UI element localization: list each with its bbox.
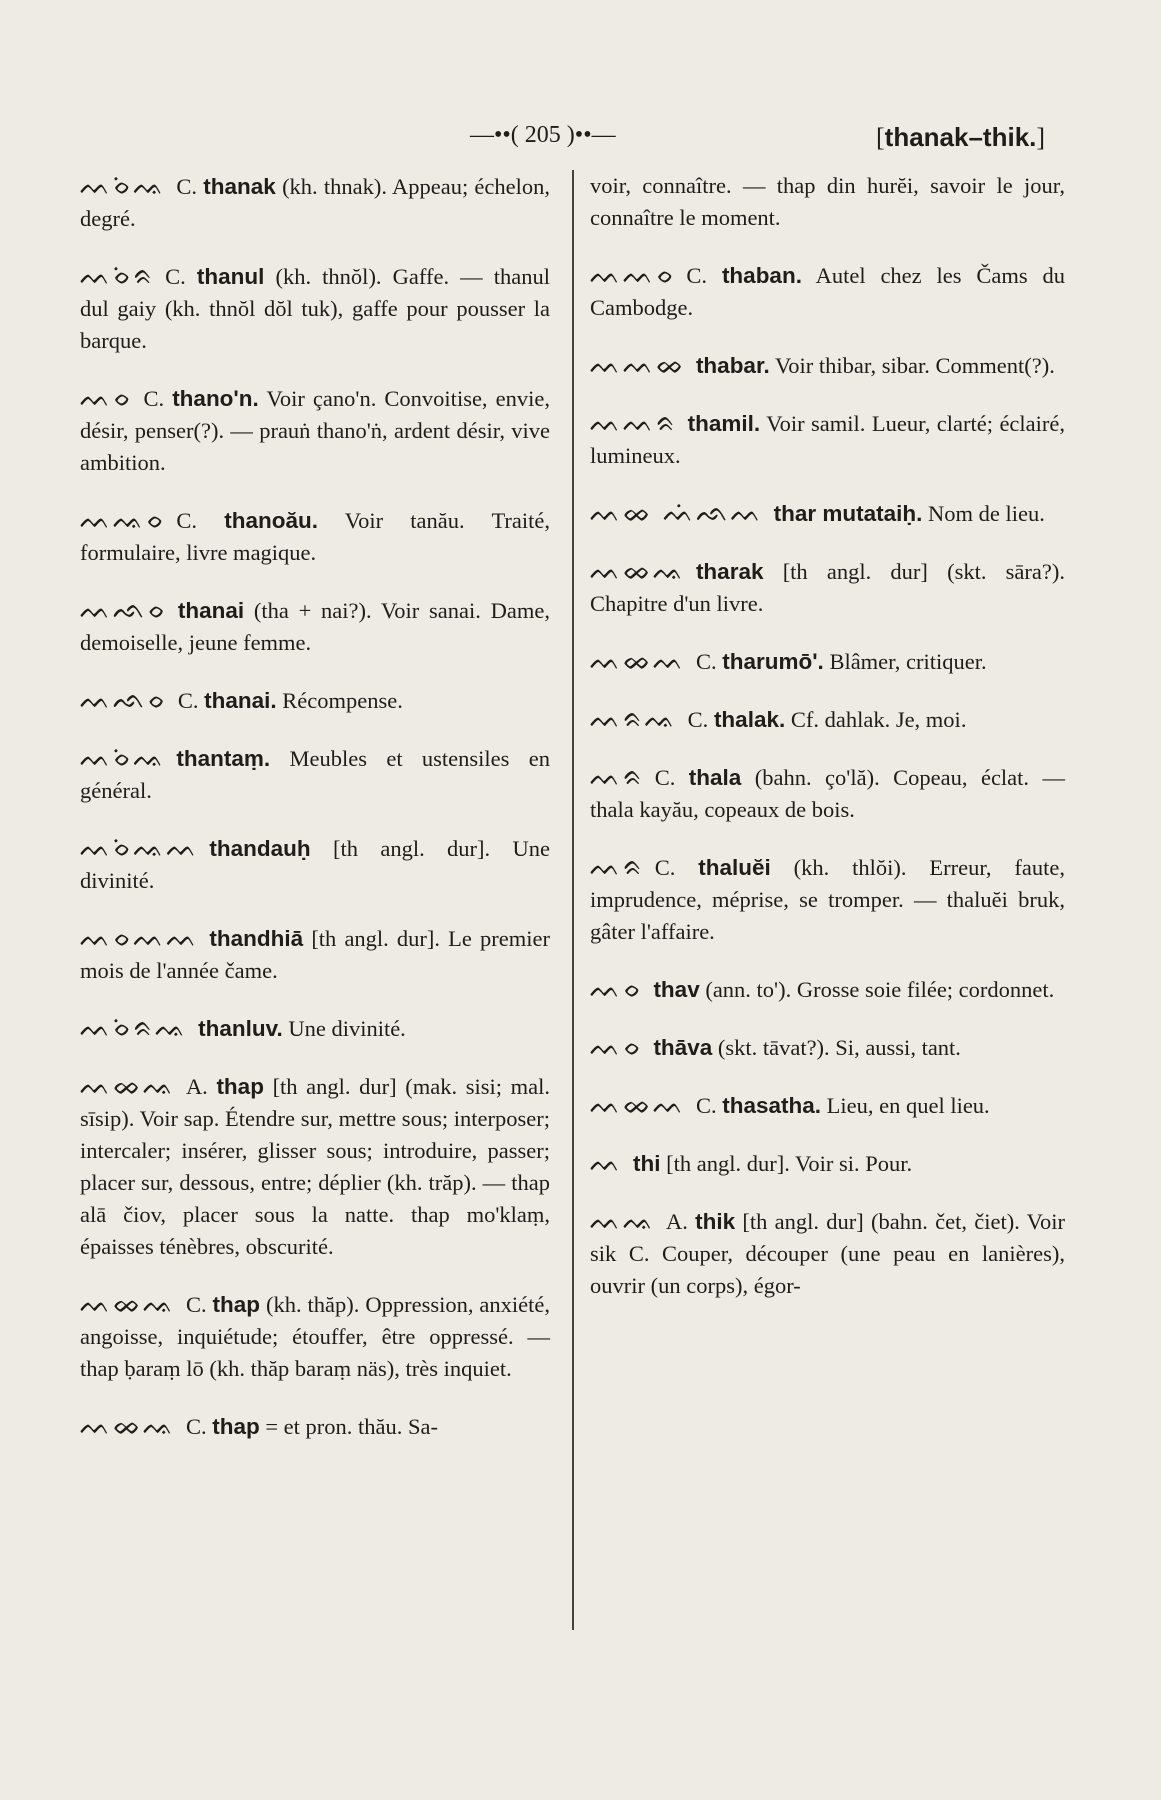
cham-script-glyph: ᨓᨑᨕ	[590, 704, 678, 734]
headword: thanak	[203, 174, 276, 199]
definition: Autel chez les Čams du Cambodge.	[590, 263, 1066, 320]
cham-script-glyph: ᨓᨔᨗᨕ	[80, 743, 167, 773]
headword: thap	[212, 1414, 260, 1439]
definition: (kh. thnak). Appeau; échelon, degré.	[80, 174, 551, 231]
headword: thanul	[196, 264, 265, 289]
page-number: —••( 205 )••—	[470, 122, 616, 148]
headword: tharak	[695, 559, 764, 584]
source-marker: C.	[185, 1292, 207, 1317]
definition: = et pron. thău. Sa-	[265, 1414, 438, 1439]
cham-script-glyph: ᨓᨑ	[590, 852, 645, 882]
headword: thik	[695, 1209, 736, 1234]
definition: Voir çano'n. Convoitise, envie, désir, penser(?). — prauṅ thano'ṅ, ardent désir, vive ambition.	[80, 386, 551, 475]
page-header	[0, 122, 1161, 162]
definition: (tha + nai?). Voir sanai. Dame, demoiselle, jeune femme.	[80, 598, 550, 655]
definition: Récompense.	[282, 688, 403, 713]
dictionary-entry	[590, 407, 1065, 472]
cham-script-glyph: ᨓᨔᨗᨕᨓ	[80, 833, 200, 863]
source-marker: C.	[686, 263, 708, 288]
headword: thap	[212, 1292, 261, 1317]
cham-script-glyph: ᨓᨔ	[590, 1032, 644, 1062]
headword: thaban.	[721, 263, 802, 288]
entry-range: [thanak–thik.]	[876, 122, 1046, 152]
dictionary-entry	[590, 259, 1065, 324]
cham-script-glyph: ᨓᨒᨔ	[80, 595, 168, 625]
headword: thanluv.	[198, 1016, 283, 1041]
dictionary-entry	[80, 1012, 550, 1045]
definition: Nom de lieu.	[928, 501, 1045, 526]
dictionary-entry	[590, 1031, 1065, 1064]
cham-script-glyph: ᨓᨖᨕ	[80, 1289, 176, 1319]
column-divider	[572, 170, 574, 1630]
definition: [th angl. dur]. Le premier mois de l'année čame.	[80, 926, 550, 983]
headword: thap	[216, 1074, 264, 1099]
headword: thi	[633, 1151, 661, 1176]
definition: (skt. tāvat?). Si, aussi, tant.	[717, 1035, 961, 1060]
cham-script-glyph: ᨓᨖᨓ	[590, 1090, 686, 1120]
definition: (kh. thlŏi). Erreur, faute, imprudence, méprise, se tromper. — thaluĕi bruk, gâter l'affaire.	[590, 855, 1066, 944]
cham-script-glyph: ᨓᨖᨕ	[590, 556, 686, 586]
definition: (bahn. ço'lă). Copeau, éclat. — thala kayău, copeaux de bois.	[590, 765, 1065, 822]
dictionary-entry	[80, 170, 550, 235]
definition: Une divinité.	[288, 1016, 406, 1041]
cham-script-glyph: ᨓᨒᨔ	[80, 685, 168, 715]
headword: tharumō'.	[722, 649, 824, 674]
cham-script-glyph: ᨓᨔᨓᨓ	[80, 923, 200, 953]
source-marker: C.	[143, 386, 165, 411]
definition: [th angl. dur] (mak. sisi; mal. sīsip). Voir sap. Étendre sur, mettre sous; interposer; intercaler; insérer, glisser sous; introduire, passer; placer sur, dessous, entre; déplier (kh. trăp). — thap alā čiov, placer sous la natte. thap mo'klaṃ, épaisses ténèbres, obscurité.	[80, 1074, 551, 1259]
source-marker: C.	[654, 765, 676, 790]
entry-range-text: thanak–thik.	[884, 122, 1037, 152]
dictionary-entry	[590, 555, 1065, 620]
definition: Voir samil. Lueur, clarté; éclairé, lumineux.	[590, 411, 1066, 468]
continued-text: voir, connaître. — thap din hurĕi, savoir le jour, connaître le moment.	[590, 173, 1065, 230]
dictionary-entry	[590, 851, 1065, 948]
definition: Blâmer, critiquer.	[829, 649, 987, 674]
dictionary-entry	[80, 260, 550, 357]
definition: [th angl. dur] (skt. sāra?). Chapitre d'un livre.	[590, 559, 1066, 616]
source-marker: A.	[665, 1209, 688, 1234]
headword: thaluĕi	[698, 855, 771, 880]
headword: thandhiā	[209, 926, 304, 951]
headword: thav	[653, 977, 700, 1002]
dictionary-entry	[80, 922, 550, 987]
dictionary-entry	[590, 1089, 1065, 1122]
dictionary-entry	[80, 684, 550, 717]
source-marker: C.	[176, 174, 198, 199]
dictionary-entry	[590, 1205, 1065, 1302]
definition: [th angl. dur] (bahn. čet, čiet). Voir sik C. Couper, découper (une peau en lanières), ouvrir (un corps), égor-	[590, 1209, 1066, 1298]
source-marker: C.	[177, 688, 199, 713]
cham-script-glyph: ᨓᨔ	[590, 974, 644, 1004]
right-column	[590, 170, 1065, 1327]
dictionary-entry	[590, 973, 1065, 1006]
dictionary-entry	[590, 497, 1065, 530]
cham-script-glyph: ᨓᨓᨑ	[590, 408, 678, 438]
headword: thabar.	[695, 353, 770, 378]
cham-script-glyph: ᨓᨓᨔ	[590, 260, 677, 290]
cham-script-glyph: ᨓᨖᨓ	[590, 646, 686, 676]
definition: Voir thibar, sibar. Comment(?).	[774, 353, 1055, 378]
headword: thamil.	[687, 411, 761, 436]
definition: Meubles et ustensiles en général.	[80, 746, 550, 803]
cham-script-glyph: ᨓᨔᨗᨑᨕ	[80, 1013, 189, 1043]
headword: thanai.	[204, 688, 277, 713]
cham-script-glyph: ᨓᨑ	[590, 762, 645, 792]
cham-script-glyph: ᨓᨕᨔ	[80, 505, 167, 535]
headword: thanai	[177, 598, 245, 623]
cham-script-glyph: ᨓᨔᨗᨕ	[80, 171, 167, 201]
cham-script-glyph: ᨓᨔᨗᨑ	[80, 261, 156, 291]
dictionary-entry	[590, 349, 1065, 382]
source-marker: C.	[176, 508, 198, 533]
cham-script-glyph: ᨓᨖᨕ	[80, 1071, 176, 1101]
definition: Lieu, en quel lieu.	[826, 1093, 990, 1118]
headword: thandauḥ	[209, 836, 311, 861]
headword: thala	[688, 765, 742, 790]
dictionary-entry	[80, 594, 550, 659]
source-marker: C.	[695, 1093, 717, 1118]
dictionary-entry	[80, 1410, 550, 1443]
source-marker: C.	[695, 649, 717, 674]
dictionary-entry	[590, 761, 1065, 826]
cham-script-glyph: ᨓᨕ	[590, 1206, 656, 1236]
definition: (ann. to'). Grosse soie filée; cordonnet.	[705, 977, 1055, 1002]
cham-script-glyph: ᨓᨔ	[80, 383, 134, 413]
dictionary-entry	[80, 1288, 550, 1385]
definition: (kh. thăp). Oppression, anxiété, angoisse, inquiétude; étouffer, être oppressé. — thap ḅaraṃ lō (kh. thăp baraṃ näs), très inquiet.	[80, 1292, 551, 1381]
definition: Voir tanău. Traité, formulaire, livre magique.	[80, 508, 550, 565]
source-marker: C.	[687, 707, 709, 732]
headword: thano'n.	[172, 386, 259, 411]
definition: [th angl. dur]. Voir si. Pour.	[666, 1151, 913, 1176]
cham-script-glyph: ᨓᨓᨖ	[590, 350, 686, 380]
source-marker: C.	[165, 264, 186, 289]
dictionary-entry	[80, 504, 550, 569]
headword: thasatha.	[722, 1093, 821, 1118]
dictionary-entry	[80, 382, 550, 479]
cham-script-glyph: ᨓᨖᨕ	[80, 1411, 176, 1441]
headword: thāva	[653, 1035, 713, 1060]
dictionary-entry	[80, 742, 550, 807]
headword: thalak.	[713, 707, 786, 732]
dictionary-entry	[80, 832, 550, 897]
cham-script-glyph: ᨓᨖ ᨓᨗᨒᨓ	[590, 498, 764, 528]
cham-script-glyph: ᨓ	[590, 1148, 623, 1178]
headword: thanoău.	[224, 508, 318, 533]
dictionary-entry	[590, 703, 1065, 736]
headword: thar mutataiḥ.	[773, 501, 923, 526]
dictionary-entry	[80, 1070, 550, 1263]
dictionary-entry	[590, 645, 1065, 678]
source-marker: A.	[185, 1074, 208, 1099]
headword: thantaṃ.	[176, 746, 271, 771]
definition: Cf. dahlak. Je, moi.	[790, 707, 967, 732]
definition: [th angl. dur]. Une divinité.	[80, 836, 550, 893]
source-marker: C.	[654, 855, 676, 880]
source-marker: C.	[185, 1414, 207, 1439]
definition: (kh. thnŏl). Gaffe. — thanul dul gaiy (kh. thnŏl dŏl tuk), gaffe pour pousser la barque.	[80, 264, 551, 353]
left-column	[80, 170, 550, 1468]
dictionary-entry	[590, 1147, 1065, 1180]
